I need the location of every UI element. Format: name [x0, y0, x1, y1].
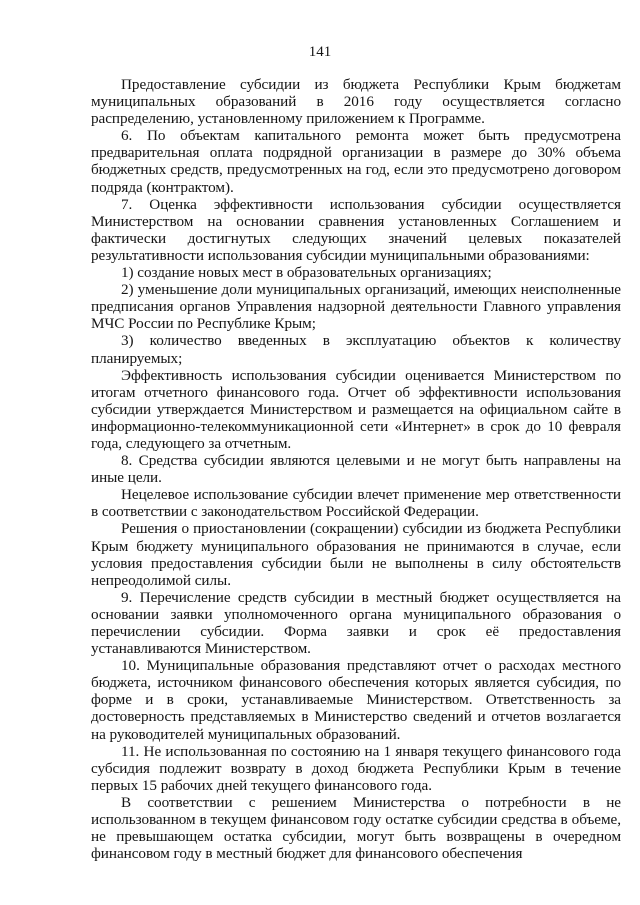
paragraph-8-targeted-funds: 8. Средства субсидии являются целевыми и не могут быть направлены на иные цели.: [91, 452, 621, 487]
list-item-indicator-3: 3) количество введенных в эксплуатацию объектов к количеству планируемых;: [91, 332, 621, 367]
page-number: 141: [308, 44, 332, 60]
paragraph-6-prepayment: 6. По объектам капитального ремонта может быть предусмотрена предварительная оплата подрядной организации в размере до 30% объема бюджетных средств, предусмотренных на год, если это предусмотрено договором подряда (контрактом).: [91, 127, 621, 196]
paragraph-remaining-balance: В соответствии с решением Министерства о потребности в не использованном в текущем финансовом году остатке субсидии средства в объеме, не превышающем остатка субсидии, могут быть возвращены в очередном финансовом году в местный бюджет для финансового обеспечения: [91, 793, 621, 863]
list-item-indicator-2: 2) уменьшение доли муниципальных организаций, имеющих неисполненные предписания органов Управления надзорной деятельности Главного управления МЧС России по Республике Крым;: [91, 281, 621, 333]
paragraph-11-refund: 11. Не использованная по состоянию на 1 января текущего финансового года субсидия подлежит возврату в доход бюджета Республики Крым в течение первых 15 рабочих дней текущего финансового года.: [91, 742, 621, 794]
paragraph-intro-distribution: Предоставление субсидии из бюджета Республики Крым бюджетам муниципальных образований в 2016 году осуществляется согласно распределению, установленному приложением к Программе.: [91, 76, 621, 128]
paragraph-9-transfer: 9. Перечисление средств субсидии в местный бюджет осуществляется на основании заявки уполномоченного органа муниципального образования о перечислении субсидии. Форма заявки и срок её предоставления устанавливаются Министерством.: [91, 588, 621, 658]
paragraph-suspension-decisions: Решения о приостановлении (сокращении) субсидии из бюджета Республики Крым бюджету муниципального образования не принимаются в случае, если условия предоставления субсидии были не выполнены в силу обстоятельств непреодолимой силы.: [91, 520, 621, 589]
paragraph-misuse-liability: Нецелевое использование субсидии влечет применение мер ответственности в соответствии с законодательством Российской Федерации.: [91, 486, 621, 521]
list-item-indicator-1: 1) создание новых мест в образовательных организациях;: [121, 264, 492, 282]
paragraph-7-efficiency-assessment: 7. Оценка эффективности использования субсидии осуществляется Министерством на основании сравнения установленных Соглашением и фактически достигнутых следующих значений целевых показателей результативности использования субсидии муниципальными образованиями:: [91, 195, 621, 264]
paragraph-efficiency-report: Эффективность использования субсидии оценивается Министерством по итогам отчетного финансового года. Отчет об эффективности использования субсидии утверждается Министерством и размещается на официальном сайте в информационно-телекоммуникационной сети «Интернет» в срок до 10 февраля года, следующего за отчетным.: [91, 366, 621, 452]
paragraph-10-reports: 10. Муниципальные образования представляют отчет о расходах местного бюджета, источником финансового обеспечения которых является субсидия, по форме и в сроки, устанавливаемые Министерством. Ответственность за достоверность представляемых в Министерство сведений и отчетов возлагается на руководителей муниципальных образований.: [91, 657, 621, 743]
document-body: [91, 76, 621, 862]
